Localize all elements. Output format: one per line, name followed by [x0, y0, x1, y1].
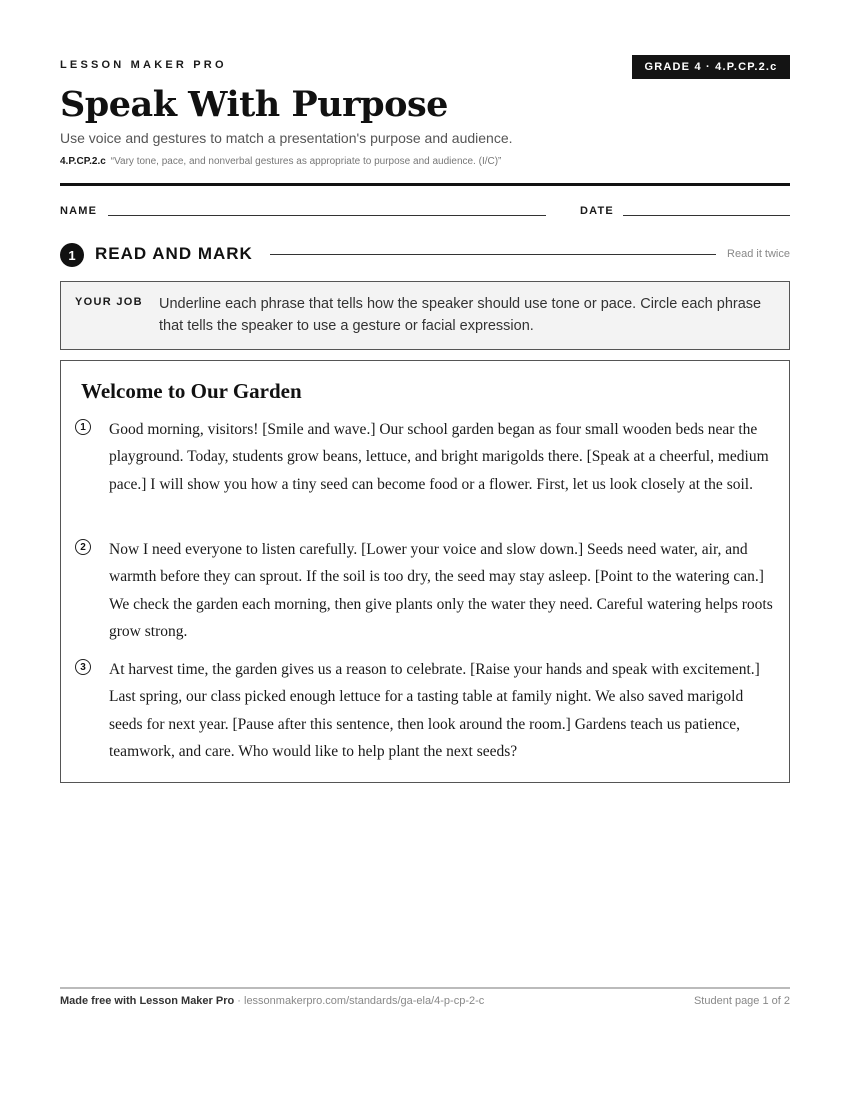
- section-rule: [270, 254, 716, 255]
- paragraph-text[interactable]: Good morning, visitors! [Smile and wave.] Our school garden began as four small wooden beds near the playground. Today, students grow beans, lettuce, and bright marigolds there. [Speak at a cheerful, medium pace.] I will show you how a tiny seed can become food or a flower. First, let us look closely at the soil.: [109, 421, 769, 493]
- worksheet-page: [60, 0, 790, 1100]
- standard-code: 4.P.CP.2.c: [60, 156, 106, 167]
- reading-passage: [60, 360, 790, 783]
- section-title: READ AND MARK: [95, 244, 253, 263]
- standard-line: [60, 156, 501, 167]
- section-header: [60, 243, 790, 267]
- footer-credit: [60, 995, 484, 1007]
- standard-text: “Vary tone, pace, and nonverbal gestures as appropriate to purpose and audience. (I/C)”: [110, 156, 502, 167]
- name-field[interactable]: [108, 215, 546, 216]
- instructions-label: YOUR JOB: [75, 296, 143, 308]
- date-field[interactable]: [623, 215, 790, 216]
- footer-url[interactable]: · lessonmakerpro.com/standards/ga-ela/4-p-cp-2-c: [234, 995, 485, 1007]
- instructions-box: [60, 281, 790, 350]
- paragraph-number: 1: [75, 419, 91, 435]
- page-subtitle: Use voice and gestures to match a presentation's purpose and audience.: [60, 130, 513, 146]
- instructions-text: Underline each phrase that tells how the speaker should use tone or pace. Circle each phrase that tells the speaker to use a gesture or facial expression.: [159, 296, 762, 334]
- paragraph-number: 3: [75, 659, 91, 675]
- name-label: NAME: [60, 205, 98, 217]
- date-label: DATE: [580, 205, 614, 217]
- paragraph-text[interactable]: At harvest time, the garden gives us a reason to celebrate. [Raise your hands and speak with excitement.] Last spring, our class picked enough lettuce for a tasting table at family night. We also saved marigold seeds for next year. [Pause after this sentence, then look around the room.] Gardens teach us patience, teamwork, and care. Who would like to help plant the next seeds?: [109, 661, 760, 760]
- brand-name: LESSON MAKER PRO: [60, 59, 227, 71]
- header-divider: [60, 183, 790, 186]
- page-title: Speak With Purpose: [60, 84, 448, 125]
- page-indicator: Student page 1 of 2: [693, 995, 790, 1007]
- footer-divider: [60, 987, 790, 989]
- section-note: Read it twice: [727, 248, 790, 260]
- grade-badge: GRADE 4 · 4.P.CP.2.c: [632, 55, 790, 79]
- footer-made-with: Made free with Lesson Maker Pro: [60, 995, 235, 1007]
- paragraph-text[interactable]: Now I need everyone to listen carefully. [Lower your voice and slow down.] Seeds need water, air, and warmth before they can sprout. If the soil is too dry, the seed may stay asleep. [Point to the watering can.] We check the garden each morning, then give plants only the water they need. Careful watering helps roots grow strong.: [109, 541, 773, 640]
- paragraph-number: 2: [75, 539, 91, 555]
- section-number: 1: [60, 243, 84, 267]
- passage-title: Welcome to Our Garden: [81, 379, 302, 403]
